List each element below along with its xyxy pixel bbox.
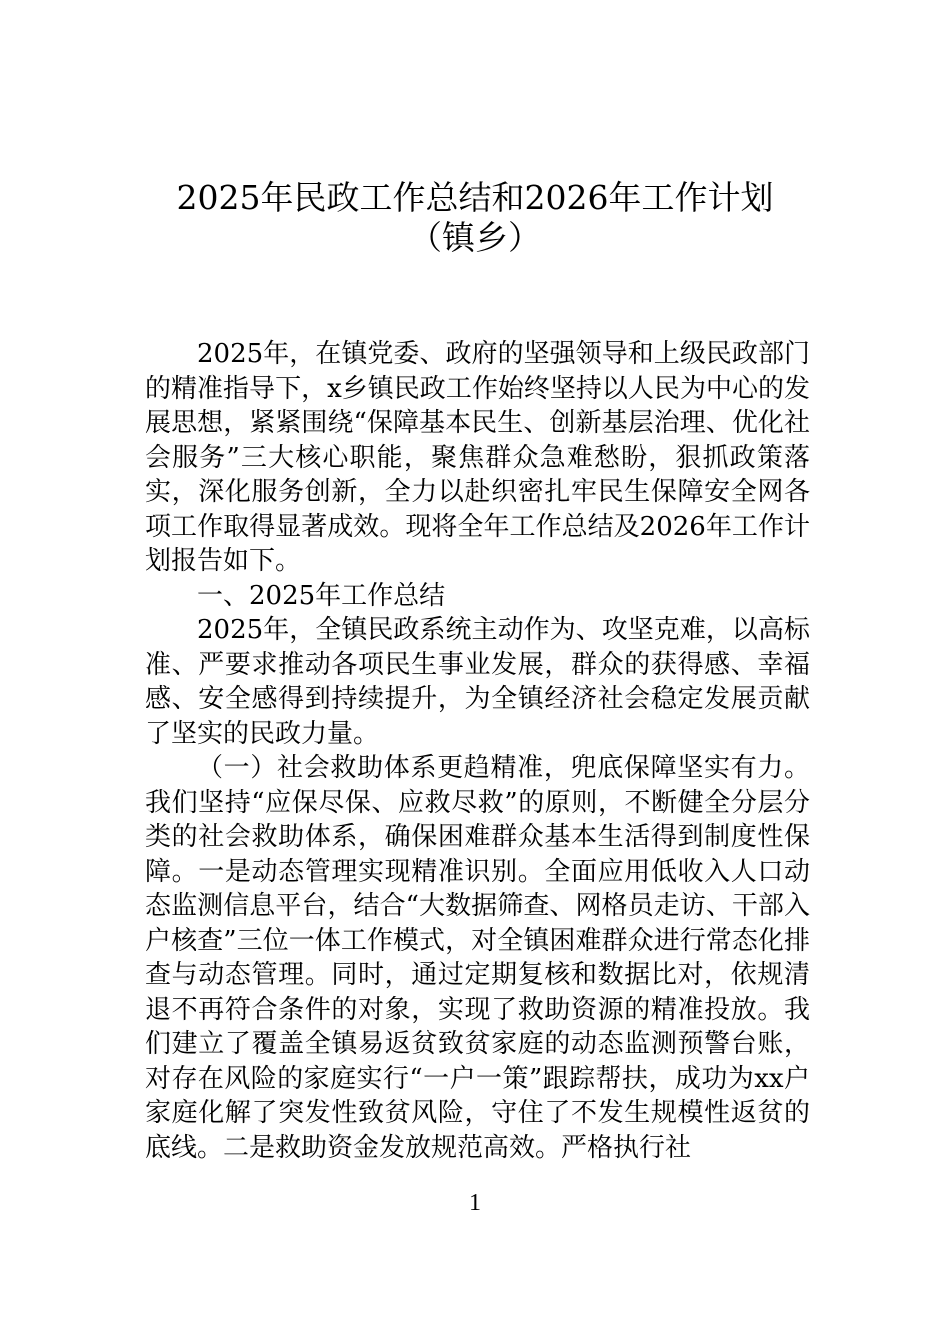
paragraph-intro: 2025年，在镇党委、政府的坚强领导和上级民政部门的精准指导下，x乡镇民政工作始终坚持以人民为中心的发展思想，紧紧围绕“保障基本民生、创新基层治理、优化社会服务”三大核心职能，聚焦群众急难愁盼，狠抓政策落实，深化服务创新，全力以赴织密扎牢民生保障安全网各项工作取得显著成效。现将全年工作总结及2026年工作计划报告如下。 <box>145 339 810 576</box>
page-number: 1 <box>469 1190 481 1216</box>
document-body <box>145 337 810 1165</box>
document-title: 2025年民政工作总结和2026年工作计划 <box>176 178 774 217</box>
section-heading: 一、2025年工作总结 <box>197 580 446 611</box>
paragraph-summary: 2025年，全镇民政系统主动作为、攻坚克难，以高标准、严要求推动各项民生事业发展，群众的获得感、幸福感、安全感得到持续提升，为全镇经济社会稳定发展贡献了坚实的民政力量。 <box>145 615 810 749</box>
paragraph-social-assistance: （一）社会救助体系更趋精准，兜底保障坚实有力。我们坚持“应保尽保、应救尽救”的原则，不断健全分层分类的社会救助体系，确保困难群众基本生活得到制度性保障。一是动态管理实现精准识别。全面应用低收入人口动态监测信息平台，结合“大数据筛查、网格员走访、干部入户核查”三位一体工作模式，对全镇困难群众进行常态化排查与动态管理。同时，通过定期复核和数据比对，依规清退不再符合条件的对象，实现了救助资源的精准投放。我们建立了覆盖全镇易返贫致贫家庭的动态监测预警台账，对存在风险的家庭实行“一户一策”跟踪帮扶，成功为xx户家庭化解了突发性致贫风险，守住了不发生规模性返贫的底线。二是救助资金发放规范高效。严格执行社 <box>145 753 810 1163</box>
document-subtitle: （镇乡） <box>409 218 541 257</box>
